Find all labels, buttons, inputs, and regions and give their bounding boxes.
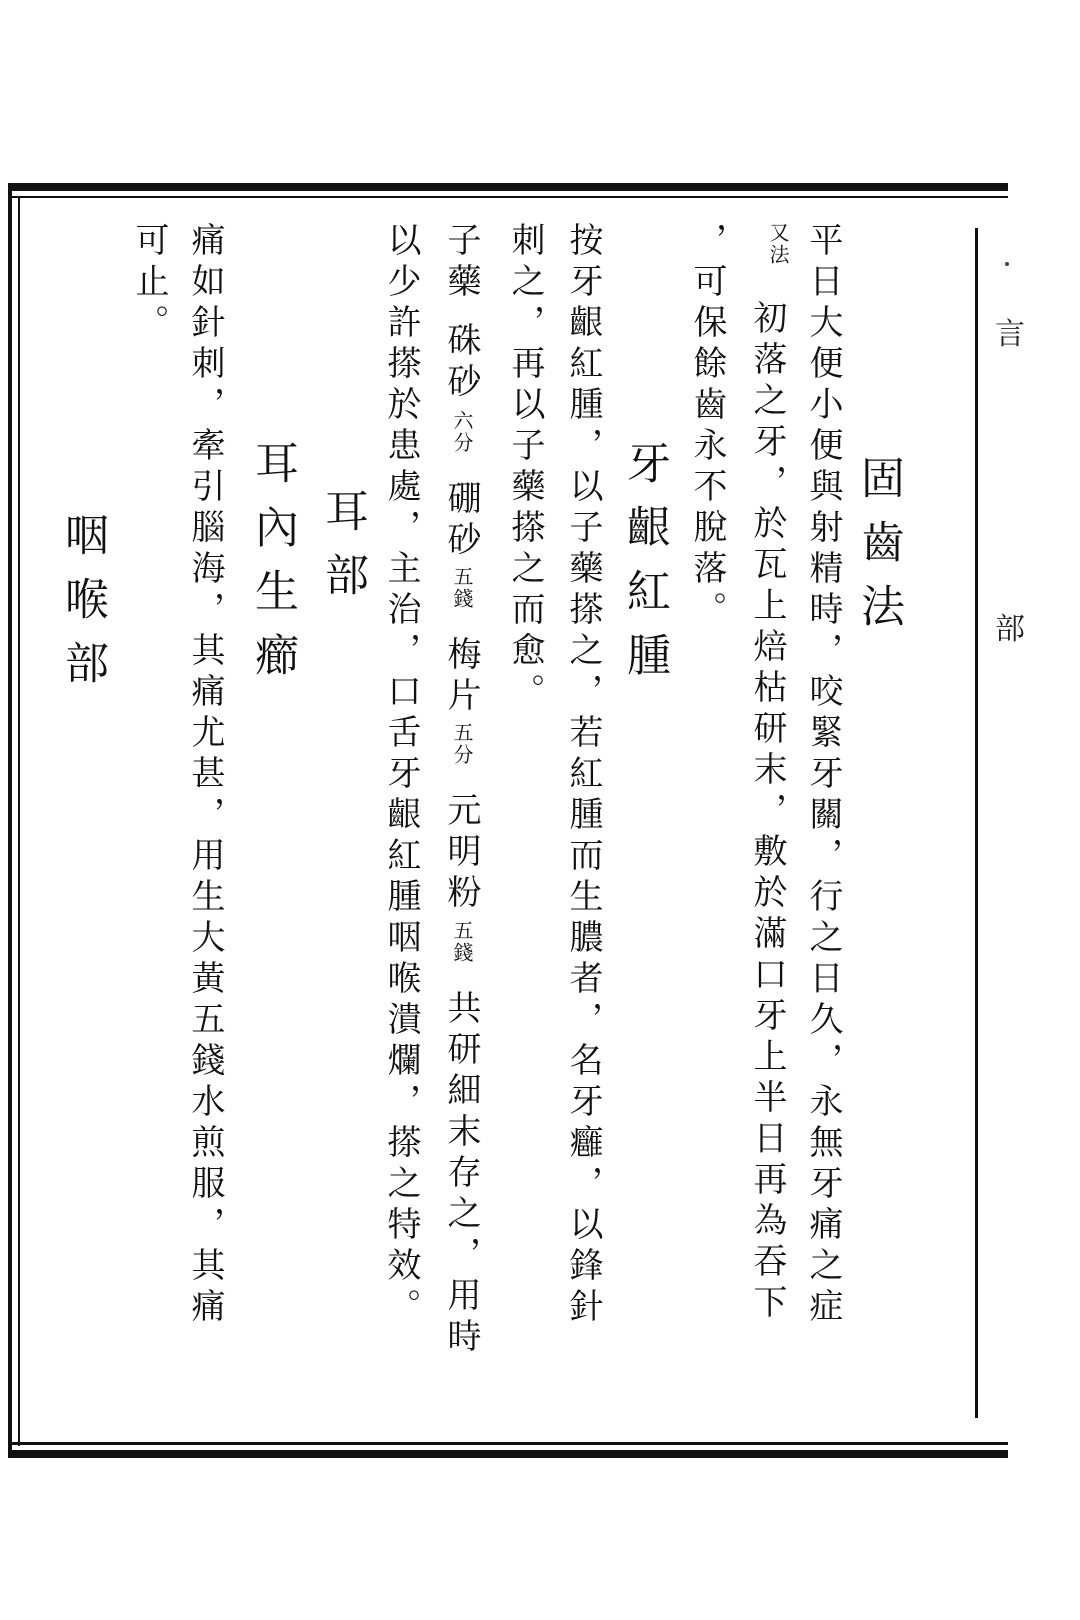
text-column-8-tail: 共研細末存之，用時 xyxy=(441,990,481,1359)
frame-bottom-inner-rule xyxy=(8,1442,1008,1445)
frame-top-rule xyxy=(8,183,1008,191)
ingredient-borax: 硼砂 xyxy=(441,480,481,562)
heading-ear-boil: 耳內生癤 xyxy=(247,440,298,696)
text-column-3: 初落之牙，於瓦上焙枯研末，敷於滿口牙上半日再為吞下 xyxy=(747,300,787,1325)
dose-cinnabar: 六分 xyxy=(450,410,474,454)
ingredient-mirabilite: 元明粉 xyxy=(441,792,481,915)
text-column-13: 可止。 xyxy=(129,222,169,345)
fold-char-bottom: 部 xyxy=(995,612,1025,647)
prescription-label: 子藥 xyxy=(441,222,481,304)
text-column-2: 平日大便小便與射精時，咬緊牙關，行之日久，永無牙痛之症 xyxy=(803,222,843,1329)
frame-right-rule xyxy=(975,228,978,1418)
section-ear: 耳部 xyxy=(317,488,368,616)
frame-left-rule xyxy=(8,183,12,1458)
text-column-9: 以少許搽於患處，主治，口舌牙齦紅腫咽喉潰爛，搽之特效。 xyxy=(381,222,421,1329)
text-column-7: 刺之，再以子藥搽之而愈。 xyxy=(505,222,545,714)
text-column-4: ，可保餘齒永不脫落。 xyxy=(687,222,727,632)
ingredient-cinnabar: 硃砂 xyxy=(441,322,481,404)
section-throat: 咽喉部 xyxy=(57,512,108,704)
dose-mirabilite: 五錢 xyxy=(450,920,474,964)
ingredient-borneol: 梅片 xyxy=(441,636,481,718)
text-column-12: 痛如針刺，牽引腦海，其痛尤甚，用生大黃五錢水煎服，其痛 xyxy=(185,222,225,1329)
heading-tooth-firming: 固齒法 xyxy=(853,455,904,647)
dose-borax: 五錢 xyxy=(450,566,474,610)
dose-borneol: 五分 xyxy=(450,722,474,766)
frame-top-inner-rule xyxy=(8,196,1008,198)
heading-gum-swelling: 牙齦紅腫 xyxy=(619,440,670,696)
fold-dot xyxy=(1005,262,1009,266)
fold-char-top: 言 xyxy=(995,317,1025,352)
frame-left-inner-rule xyxy=(18,196,20,1446)
frame-bottom-rule xyxy=(8,1450,1008,1458)
text-column-6: 按牙齦紅腫，以子藥搽之，若紅腫而生膿者，名牙癰，以鋒針 xyxy=(563,222,603,1329)
note-alt-method: 又法 xyxy=(766,222,790,266)
